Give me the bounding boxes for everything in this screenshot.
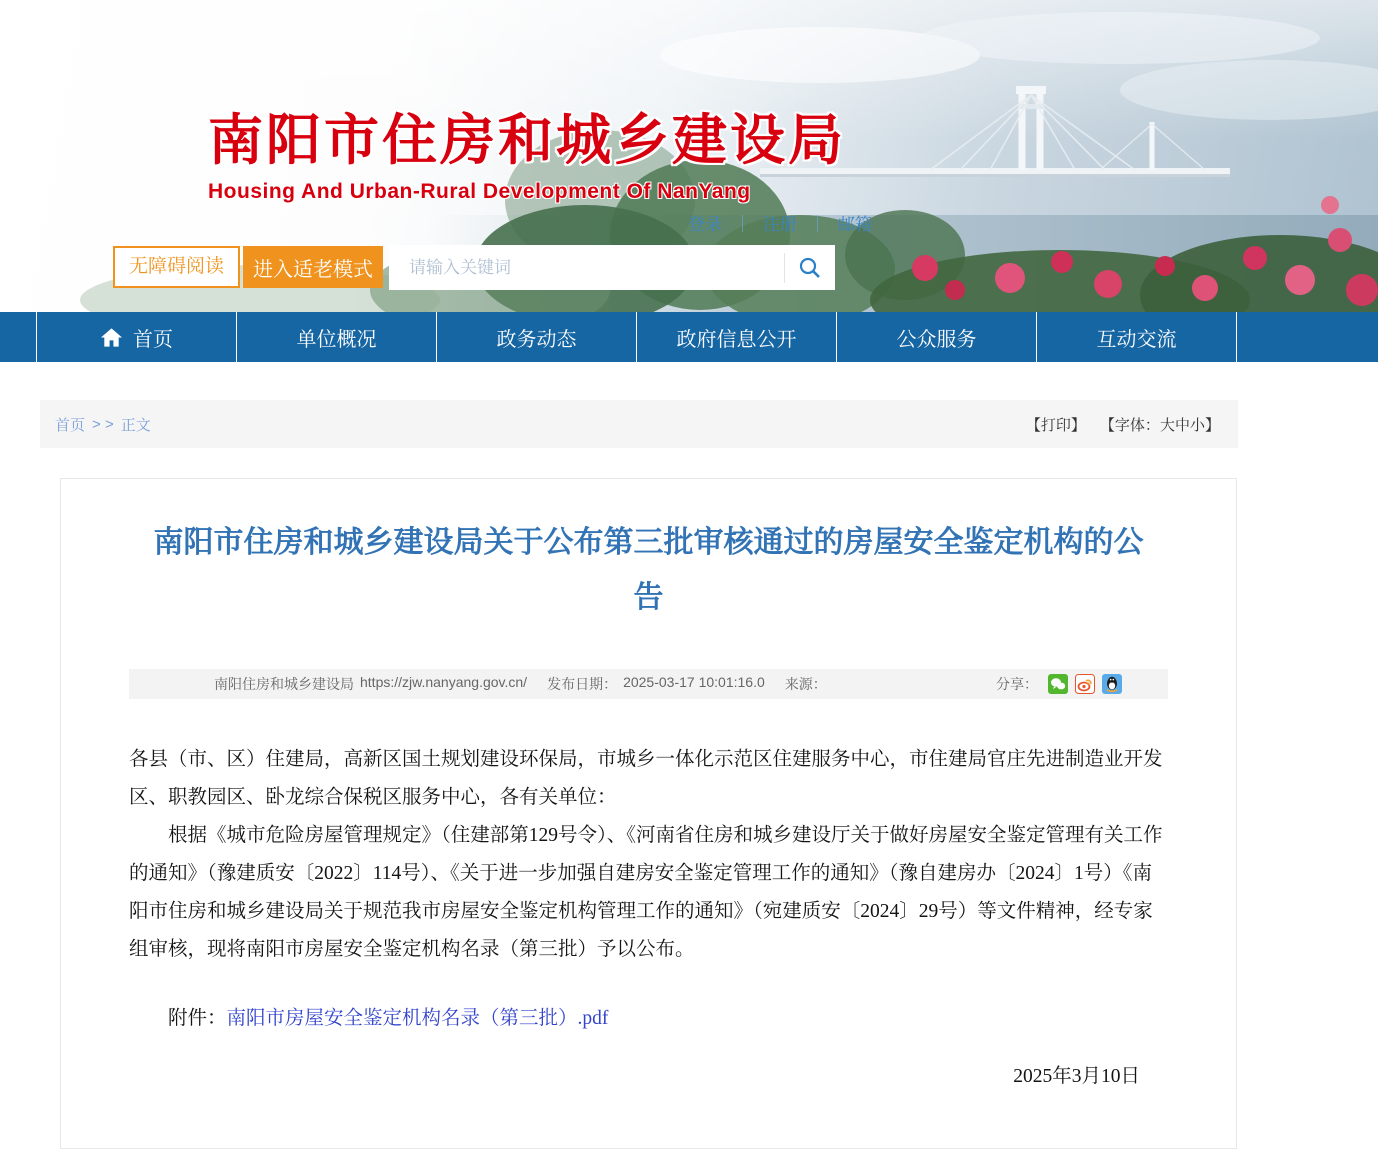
elder-mode-button[interactable]: 进入适老模式 bbox=[243, 246, 383, 288]
login-link[interactable]: 登录 bbox=[688, 215, 722, 234]
nav-item-label: 互动交流 bbox=[1096, 328, 1177, 351]
accessibility-button[interactable]: 无障碍阅读 bbox=[113, 246, 240, 288]
main-nav bbox=[0, 312, 1378, 362]
article-date: 2025年3月10日 bbox=[1013, 1066, 1140, 1087]
site-title: 南阳市住房和城乡建设局 bbox=[208, 109, 847, 171]
site-subtitle: Housing And Urban-Rural Development Of NanYang bbox=[208, 179, 751, 203]
meta-source-name: 南阳住房和城乡建设局 bbox=[214, 676, 354, 692]
site-banner bbox=[0, 0, 1378, 312]
meta-publish-date: 2025-03-17 10:01:16.0 bbox=[623, 674, 765, 690]
font-size-medium[interactable]: 中 bbox=[1174, 416, 1190, 434]
breadcrumb-current: 正文 bbox=[120, 416, 151, 434]
article-body bbox=[129, 741, 1168, 969]
print-button[interactable]: 【打印】 bbox=[1025, 416, 1086, 434]
font-size-large[interactable]: 大 bbox=[1159, 416, 1175, 434]
link-separator: ｜ bbox=[809, 215, 826, 234]
account-links bbox=[688, 210, 872, 235]
nav-item-label: 政务动态 bbox=[496, 328, 577, 351]
nav-item-info-disclosure[interactable] bbox=[637, 312, 837, 362]
article-paragraph: 各县（市、区）住建局，高新区国土规划建设环保局，市城乡一体化示范区住建服务中心，市住建局官庄先进制造业开发区、职教园区、卧龙综合保税区服务中心，各有关单位： bbox=[129, 749, 1163, 808]
nav-item-label: 政府信息公开 bbox=[676, 328, 797, 351]
nav-item-interaction[interactable] bbox=[1037, 312, 1237, 362]
nav-item-gov-news[interactable] bbox=[437, 312, 637, 362]
search-icon bbox=[798, 256, 822, 280]
share-label: 分享： bbox=[996, 676, 1038, 692]
attachment-pdf-link[interactable]: 南阳市房屋安全鉴定机构名录（第三批）.pdf bbox=[226, 1008, 609, 1029]
qq-share-icon[interactable] bbox=[1102, 674, 1122, 694]
share-group bbox=[996, 674, 1122, 694]
link-separator: ｜ bbox=[734, 215, 751, 234]
mailbox-link[interactable]: 邮箱 bbox=[838, 215, 872, 234]
nav-item-public-service[interactable] bbox=[837, 312, 1037, 362]
article-meta-bar bbox=[129, 669, 1168, 699]
breadcrumb-home-link[interactable]: 首页 bbox=[55, 416, 86, 434]
nav-filler bbox=[1237, 312, 1378, 362]
article-title: 南阳市住房和城乡建设局关于公布第三批审核通过的房屋安全鉴定机构的公告 bbox=[153, 526, 1144, 614]
meta-origin-label: 来源： bbox=[784, 676, 827, 692]
nav-item-label: 单位概况 bbox=[296, 328, 377, 351]
nav-item-label: 公众服务 bbox=[896, 328, 977, 351]
breadcrumb-bar bbox=[40, 400, 1238, 448]
wechat-share-icon[interactable] bbox=[1048, 674, 1068, 694]
article-meta bbox=[214, 674, 996, 694]
nav-item-home[interactable] bbox=[37, 312, 237, 362]
nav-item-label: 首页 bbox=[133, 328, 173, 351]
home-icon bbox=[100, 326, 123, 349]
nav-spacer bbox=[0, 312, 37, 362]
page-tools bbox=[1026, 414, 1220, 435]
breadcrumb-separator: > > bbox=[92, 415, 114, 433]
meta-publish-label: 发布日期： bbox=[547, 676, 618, 692]
search-box bbox=[389, 245, 835, 290]
register-link[interactable]: 注册 bbox=[763, 215, 797, 234]
breadcrumb bbox=[55, 414, 151, 435]
site-logo bbox=[208, 110, 846, 204]
search-button[interactable] bbox=[785, 245, 835, 290]
weibo-share-icon[interactable] bbox=[1075, 674, 1095, 694]
article-paragraph: 根据《城市危险房屋管理规定》（住建部第129号令）、《河南省住房和城乡建设厅关于做好房屋安全鉴定管理有关工作的通知》（豫建质安〔2022〕114号）、《关于进一步加强自建房安全鉴定管理工作的通知》（豫自建房办〔2024〕1号）《南阳市住房和城乡建设局关于规范我市房屋安全鉴定机构管理工作的通知》（宛建质安〔2024〕29号）等文件精神，经专家组审核，现将南阳市房屋安全鉴定机构名录（第三批）予以公布。 bbox=[129, 825, 1163, 960]
font-size-small[interactable]: 小 bbox=[1189, 416, 1205, 434]
font-size-suffix: 】 bbox=[1204, 416, 1220, 434]
nav-item-overview[interactable] bbox=[237, 312, 437, 362]
meta-source-url: https://zjw.nanyang.gov.cn/ bbox=[360, 674, 528, 690]
font-size-control bbox=[1100, 414, 1220, 435]
font-size-prefix: 【字体： bbox=[1099, 416, 1160, 434]
search-input[interactable] bbox=[389, 258, 784, 278]
attachment-row bbox=[129, 1002, 1168, 1030]
share-icons bbox=[1048, 674, 1122, 694]
banner-toolbar bbox=[113, 246, 835, 290]
attachment-label: 附件： bbox=[168, 1008, 227, 1029]
article-card bbox=[60, 478, 1237, 1149]
